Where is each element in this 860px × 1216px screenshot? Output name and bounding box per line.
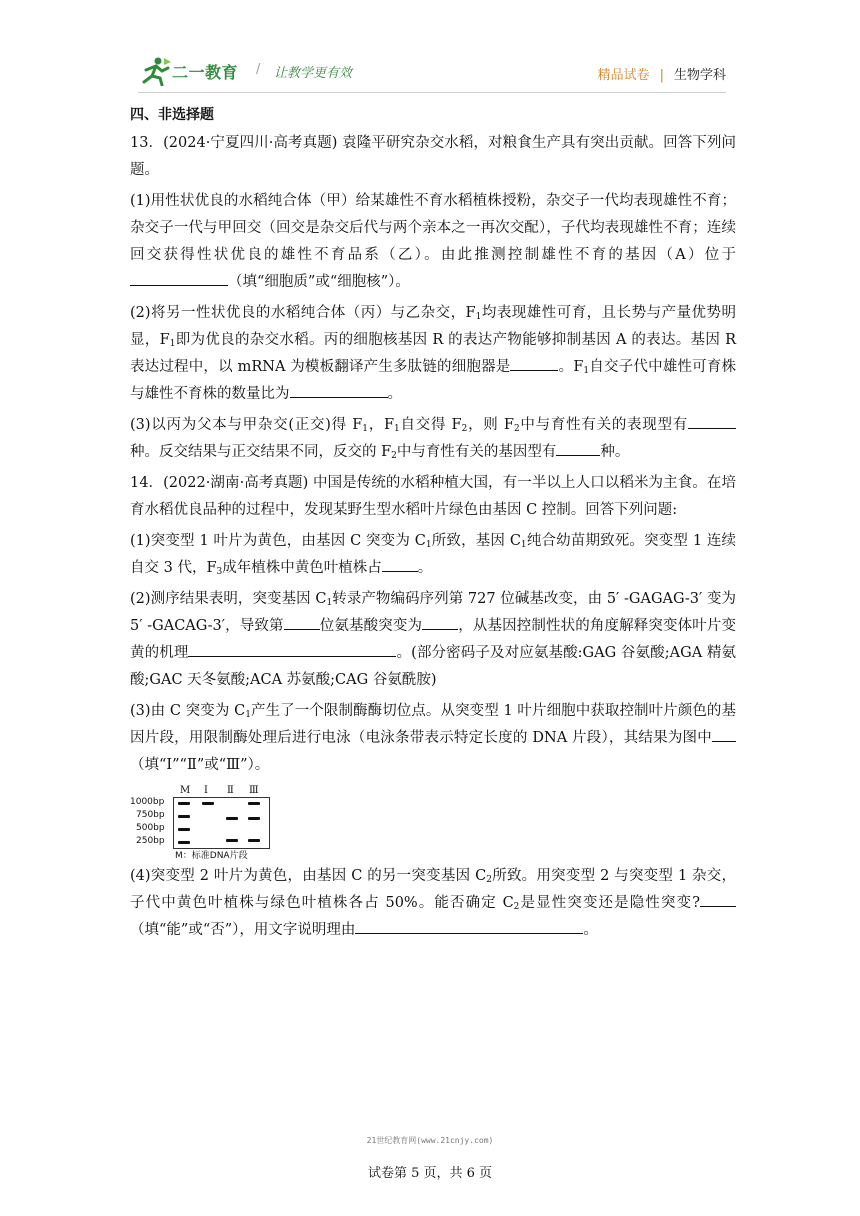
footer-site-text: 21世纪教育网(www.21cnjy.com) (366, 1136, 494, 1145)
logo-text: 二一教育 (172, 63, 239, 82)
gel-band (248, 817, 260, 820)
answer-blank (712, 727, 736, 742)
quality-label: 精品试卷 (597, 68, 650, 83)
gel-column-label: I (204, 785, 208, 796)
logo (138, 56, 378, 90)
gel-band (248, 802, 260, 805)
header-labels (598, 64, 726, 83)
answer-blank (355, 919, 583, 934)
page-number: 试卷第 5 页，共 6 页 (367, 1166, 493, 1181)
gel-column-label: Ⅲ (249, 785, 259, 796)
gel-band (226, 817, 238, 820)
q14-part3: (3)由 C 突变为 $C_1$产生了一个限制酶酶切位点。从突变型 1 叶片细胞中获取控制叶片颜色的基因片段，用限制酶处理后进行电泳（电泳条带表示特定长度的 DNA 片段），其结果为图中（填“I”“Ⅱ”或“Ⅲ”）。 (130, 703, 736, 773)
bp-label: 1000bp (130, 797, 165, 807)
answer-blank (688, 414, 736, 429)
header-separator: | (659, 68, 664, 83)
section-title: 四、非选择题 (130, 107, 214, 123)
gel-band (178, 815, 190, 818)
answer-blank (284, 615, 320, 630)
logo-divider: / (256, 62, 261, 77)
logo-slogan: 让教学更有效 (274, 66, 353, 81)
answer-blank (130, 271, 228, 286)
q13-part3: (3)以丙为父本与甲杂交(正交)得 $F_1$，$F_1$自交得 $F_2$，则 $F_2$中与育性有关的表现型有种。反交结果与正交结果不同，反交的 $F_2$中与育性有关的基因型有 种。 (130, 412, 736, 466)
gel-column-label: Ⅱ (227, 785, 234, 796)
gel-band (202, 802, 214, 805)
electrophoresis-figure (130, 785, 280, 861)
answer-blank (382, 557, 418, 572)
subject-label: 生物学科 (673, 68, 726, 83)
q14-part4: (4)突变型 2 叶片为黄色，由基因 C 的另一突变基因 $C_2$所致。用突变型 2 与突变型 1 杂交，子代中黄色叶植株与绿色叶植株各占 50%。能否确定 $C_2$是显性突变还是隐性突变?（填“能”或“否”），用文字说明理由 。 (130, 868, 737, 938)
gel-caption: M：标准DNA片段 (175, 851, 248, 861)
q14-stem: 14．(2022·湖南·高考真题) 中国是传统的水稻种植大国，有一半以上人口以稻米为主食。在培育水稻优良品种的过程中，发现某野生型水稻叶片绿色由基因 C 控制。回答下列问题: (130, 475, 736, 518)
page-header (0, 0, 860, 100)
exam-content (130, 104, 736, 948)
bp-label: 500bp (136, 823, 165, 833)
answer-blank (422, 615, 458, 630)
gel-band (178, 802, 190, 805)
gel-band (178, 828, 190, 831)
q13-part2: (2)将另一性状优良的水稻纯合体（丙）与乙杂交，$F_1$均表现雄性可育，且长势与产量优势明显，$F_1$即为优良的杂交水稻。丙的细胞核基因 R 的表达产物能够抑制基因 A 的表达。基因 R 表达过程中，以 mRNA 为模板翻译产生多肽链的细胞器是 。$F_1$自交子代中雄性可育株与雄性不育株的数量比为 。 (130, 305, 737, 402)
q14-part2: (2)测序结果表明，突变基因 $C_1$转录产物编码序列第 727 位碱基改变，由 5′ -GAGAG-3′ 变为 5′ -GACAG-3′，导致第 位氨基酸突变为 ，从基因控制性状的角度解释突变体叶片变黄的机理 。(部分密码子及对应氨基酸:GAG 谷氨酸;AGA 精氨酸;GAC 天冬氨酸;ACA 苏氨酸;CAG 谷氨酰胺) (130, 591, 737, 688)
answer-blank (556, 441, 600, 456)
answer-blank (188, 642, 396, 657)
q14-part1: (1)突变型 1 叶片为黄色，由基因 C 突变为 $C_1$所致，基因 $C_1$纯合幼苗期致死。突变型 1 连续自交 3 代，$F_3$成年植株中黄色叶植株占 。 (130, 533, 736, 577)
answer-blank (700, 892, 736, 907)
answer-blank (510, 356, 558, 371)
answer-blank (290, 383, 388, 398)
runner-logo-icon (138, 56, 172, 86)
bp-label: 250bp (136, 836, 165, 846)
q13-part1: (1)用性状优良的水稻纯合体（甲）给某雄性不育水稻植株授粉，杂交子一代均表现雄性不育；杂交子一代与甲回交（回交是杂交后代与两个亲本之一再次交配），子代均表现雄性不育；连续回交获得性状优良的雄性不育品系（乙）。由此推测控制雄性不育的基因（A）位于（填“细胞质”或“细胞核”）。 (130, 193, 736, 290)
gel-band (178, 841, 190, 844)
gel-band (248, 839, 260, 842)
bp-label: 750bp (136, 810, 165, 820)
header-divider (138, 92, 726, 93)
gel-band (226, 839, 238, 842)
q13-stem: 13．(2024·宁夏四川·高考真题) 袁隆平研究杂交水稻，对粮食生产具有突出贡献。回答下列问题。 (130, 135, 736, 178)
gel-column-label: M (180, 785, 191, 796)
